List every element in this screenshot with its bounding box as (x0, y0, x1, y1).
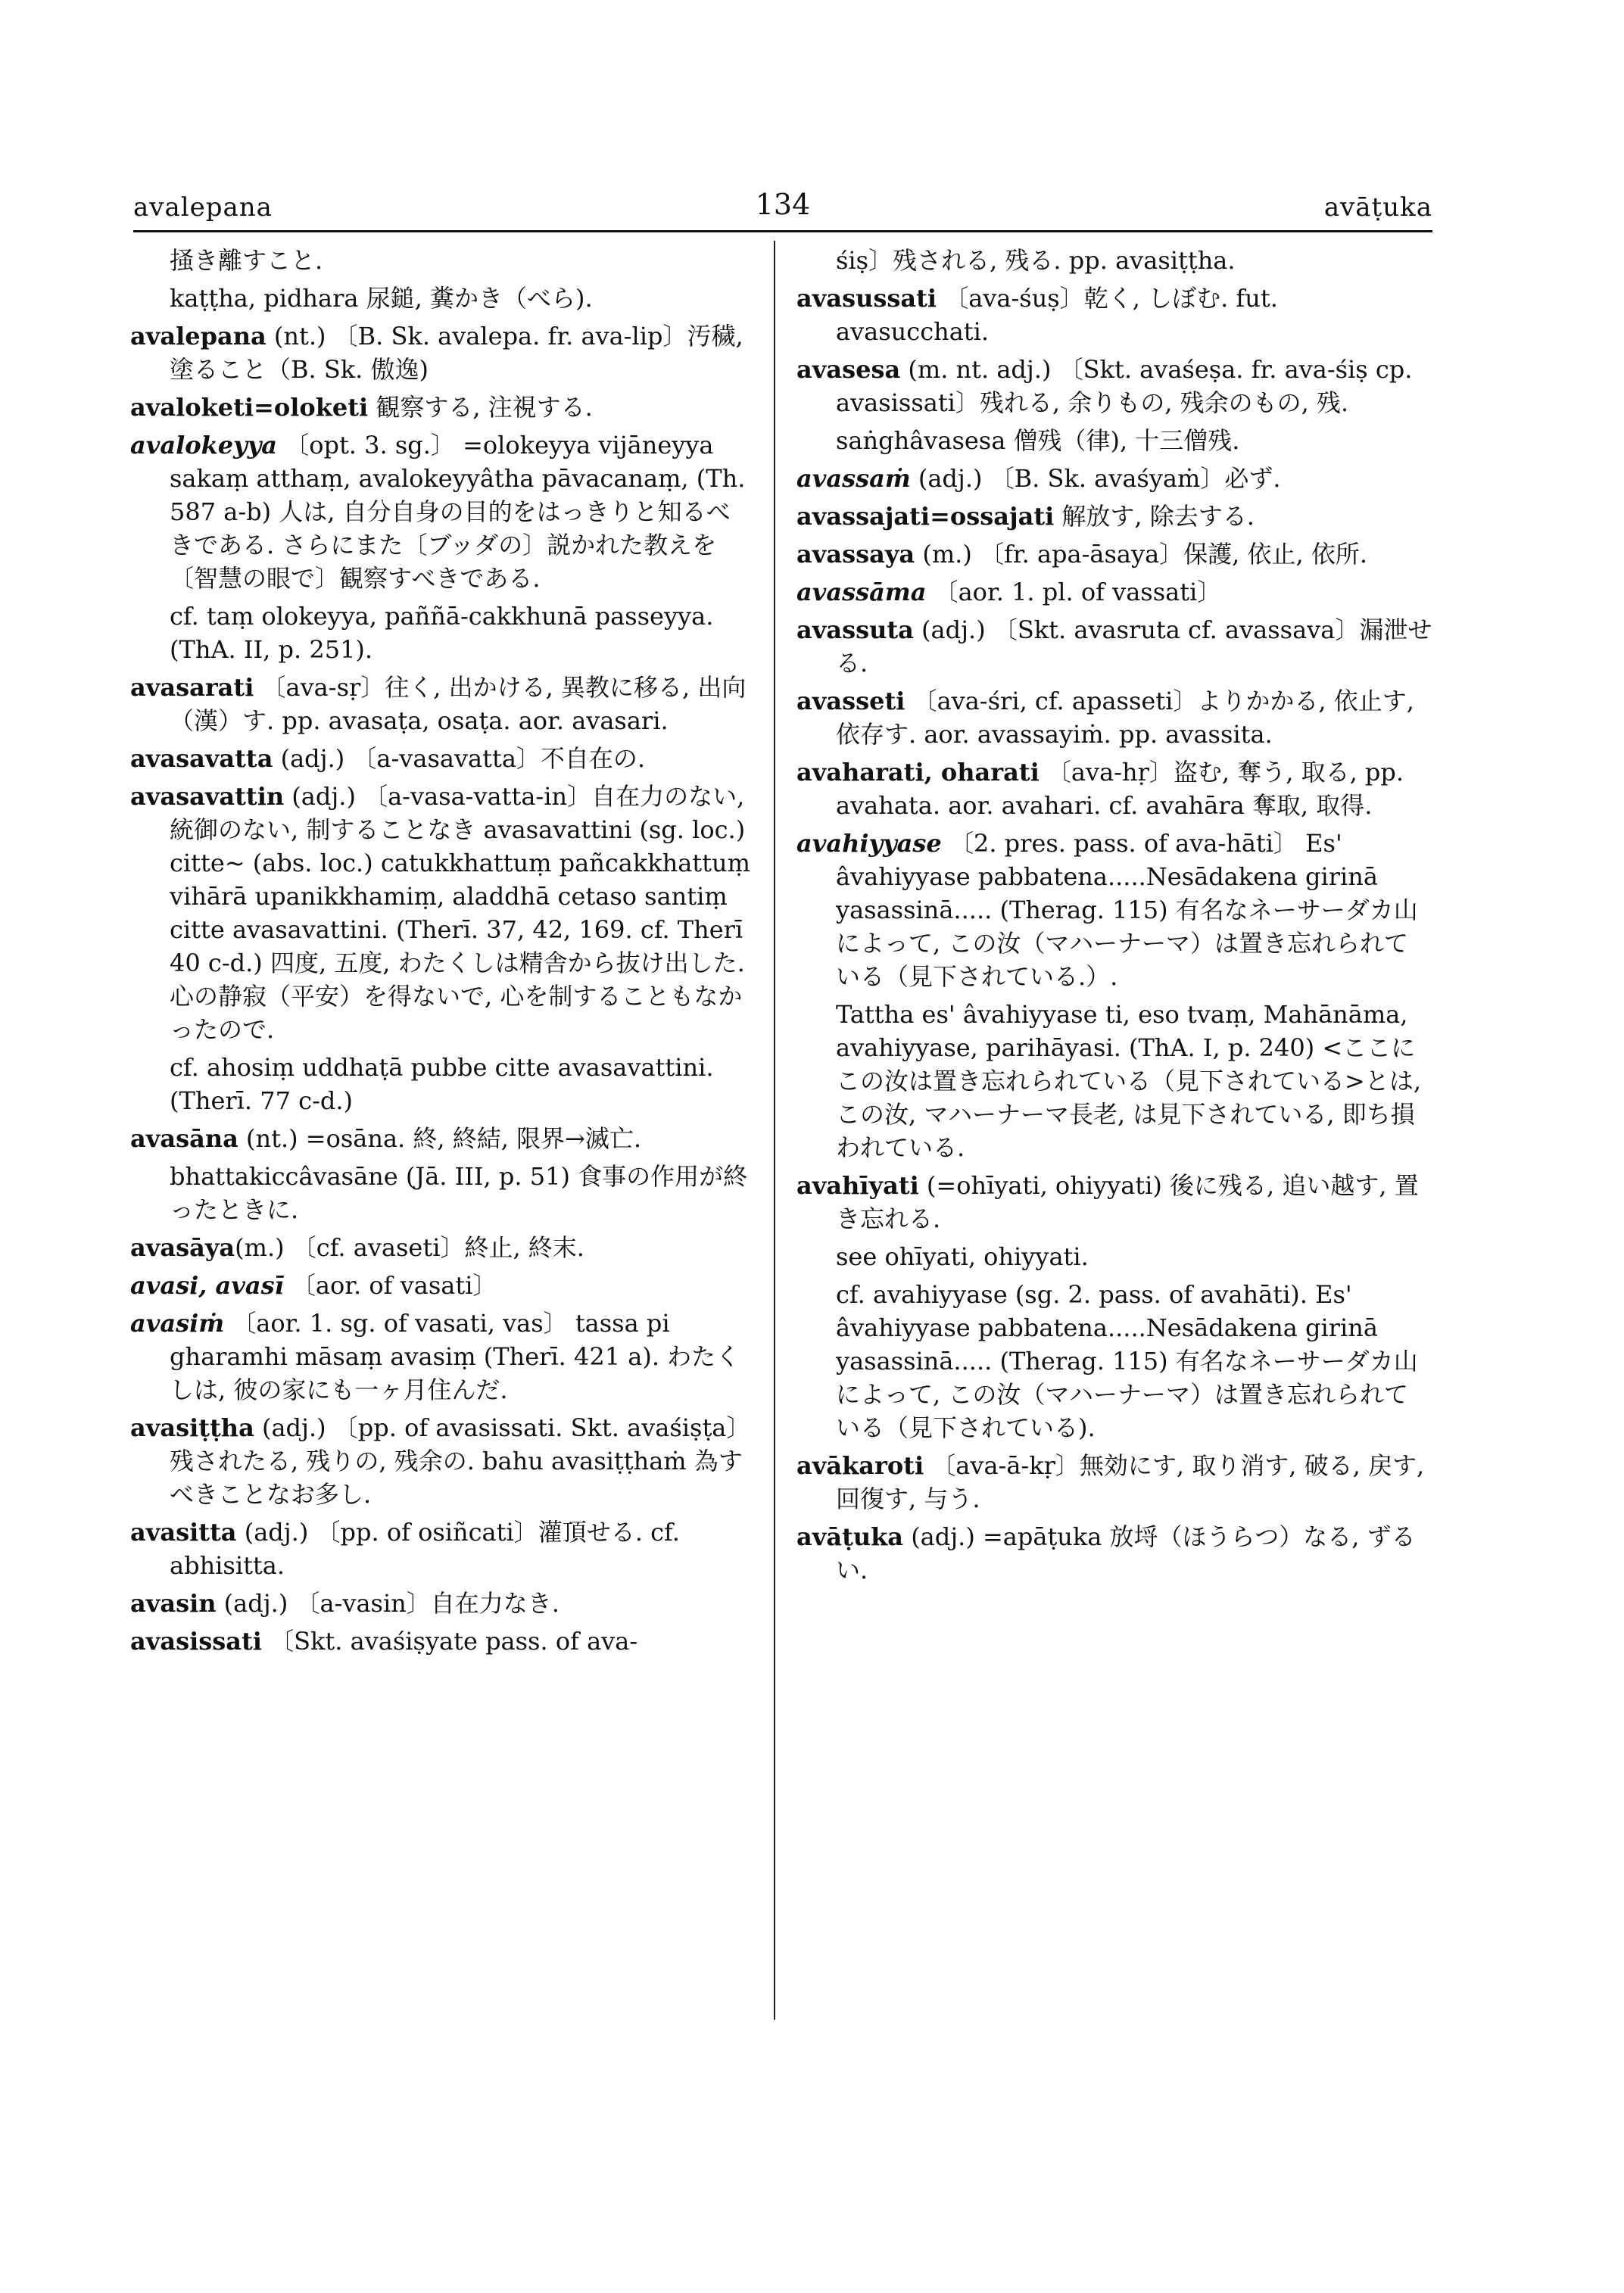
dictionary-entry (130, 1587, 753, 1620)
headword: avasin (130, 1589, 217, 1618)
headword: avassuta (796, 615, 914, 644)
headword: avassaya (796, 540, 915, 569)
entry-continuation (796, 998, 1432, 1164)
entry-text: (m. nt. adj.) 〔Skt. avaśeṣa. fr. ava-śiṣ cp. avasissati〕残れる, 余りもの, 残余のもの, 残. (836, 355, 1413, 417)
entry-continuation (130, 244, 753, 277)
entry-text: śiṣ〕残される, 残る. pp. avasiṭṭha. (836, 246, 1236, 275)
headword: avasiṁ (130, 1309, 225, 1338)
left-column (130, 244, 753, 1662)
headword: avasi, avasī (130, 1271, 284, 1300)
entry-text: cf. taṃ olokeyya, paññā-cakkhunā passeyya. (ThA. II, p. 251). (170, 602, 714, 664)
entry-text: 〔Skt. avaśiṣyate pass. of ava- (261, 1627, 638, 1656)
entry-text: cf. ahosiṃ uddhaṭā pubbe citte avasavattini. (Therī. 77 c-d.) (170, 1053, 714, 1115)
entry-text: 〔2. pres. pass. of ava-hāti〕 Es' âvahiyyase pabbatena.....Nesādakena girinā yasassinā..... (Therag. 115) 有名なネーサーダカ山によって, この汝（マハーナーマ）は置き忘れられている（見下されている.）. (836, 829, 1418, 991)
dictionary-entry (130, 1307, 753, 1407)
entry-continuation (130, 1051, 753, 1117)
dictionary-entry (796, 613, 1432, 680)
dictionary-entry (796, 684, 1432, 751)
entry-text: (adj.) 〔B. Sk. avaśyaṁ〕必ず. (910, 464, 1281, 493)
entry-text: (adj.) 〔a-vasin〕自在力なき. (216, 1589, 560, 1618)
dictionary-entry (130, 1411, 753, 1511)
dictionary-entry (130, 319, 753, 386)
dictionary-entry (130, 742, 753, 775)
dictionary-entry (796, 282, 1432, 348)
entry-text: 掻き離すこと. (170, 246, 323, 275)
headword: avasseti (796, 687, 906, 715)
dictionary-entry (796, 500, 1432, 533)
headword: avasarati (130, 673, 254, 702)
entry-text: (adj.) 〔Skt. avasruta cf. avassava〕漏泄せる. (836, 615, 1432, 678)
page-number: 134 (755, 188, 811, 221)
entry-text: kaṭṭha, pidhara 尿鎚, 糞かき（べら). (170, 284, 593, 313)
headword: avahīyati (796, 1171, 919, 1200)
headword: avākaroti (796, 1451, 924, 1480)
entry-text: 観察する, 注視する. (368, 393, 593, 422)
entry-text: 〔ava-sṛ〕往く, 出かける, 異教に移る, 出向（漢）す. pp. avasaṭa, osaṭa. aor. avasari. (170, 673, 747, 735)
headword: avāṭuka (796, 1522, 904, 1551)
entry-text: 〔ava-ā-kṛ〕無効にす, 取り消す, 破る, 戻す, 回復す, 与う. (836, 1451, 1425, 1513)
headword: avasissati (130, 1627, 262, 1656)
page-header (133, 188, 1432, 233)
dictionary-entry (796, 1169, 1432, 1235)
headword: avasesa (796, 355, 901, 384)
dictionary-entry (796, 575, 1432, 609)
headword: avasavattin (130, 782, 285, 811)
entry-text: (adj.) =apāṭuka 放埒（ほうらつ）なる, ずるい. (836, 1522, 1416, 1584)
entry-text: (nt.) =osāna. 終, 終結, 限界→滅亡. (238, 1124, 642, 1153)
dictionary-entry (796, 462, 1432, 495)
headword: avalokeyya (130, 431, 278, 460)
right-guide-word: avāṭuka (1323, 192, 1432, 223)
headword: avalepana (130, 322, 267, 350)
dictionary-entry (130, 428, 753, 595)
right-column (796, 244, 1432, 1591)
headword: avasāna (130, 1124, 238, 1153)
entry-text: 〔ava-śuṣ〕乾く, しぼむ. fut. avasucchati. (836, 284, 1278, 346)
entry-text: (nt.) 〔B. Sk. avalepa. fr. ava-lip〕汚穢, 塗ること（B. Sk. 傲逸) (170, 322, 743, 384)
entry-continuation (796, 1278, 1432, 1444)
dictionary-entry (796, 537, 1432, 571)
headword: avassajati=ossajati (796, 502, 1055, 531)
entry-text: (m.) 〔cf. avaseti〕終止, 終末. (235, 1233, 584, 1262)
headword: avaloketi=oloketi (130, 393, 369, 422)
dictionary-entry (130, 780, 753, 1046)
dictionary-entry (796, 1520, 1432, 1587)
entry-text: (adj.) 〔a-vasavatta〕不自在の. (273, 744, 646, 773)
headword: avasāya (130, 1233, 235, 1262)
dictionary-entry (130, 1122, 753, 1155)
headword: avaharati, oharati (796, 758, 1040, 787)
headword: avasussati (796, 284, 937, 313)
entry-text: saṅghâvasesa 僧残（律), 十三僧残. (836, 426, 1240, 455)
entry-text: (=ohīyati, ohiyyati) 後に残る, 追い越す, 置き忘れる. (836, 1171, 1419, 1233)
entry-text: (m.) 〔fr. apa-āsaya〕保護, 依止, 依所. (915, 540, 1368, 569)
entry-text: Tattha es' âvahiyyase ti, eso tvaṃ, Mahānāma, avahiyyase, parihāyasi. (ThA. I, p. 240) <ここにこの汝は置き忘れられている（見下されている>とは, この汝, マハーナーマ長老, は見下されている, 即ち損われている. (836, 1000, 1421, 1162)
headword: avassāma (796, 578, 927, 606)
headword: avasavatta (130, 744, 273, 773)
headword: avasiṭṭha (130, 1413, 254, 1442)
dictionary-entry (796, 756, 1432, 822)
column-divider (774, 241, 775, 2020)
dictionary-entry (130, 1269, 753, 1302)
headword: avassaṁ (796, 464, 911, 493)
dictionary-entry (130, 1516, 753, 1582)
dictionary-entry (130, 1231, 753, 1264)
dictionary-entry (796, 353, 1432, 419)
entry-continuation (796, 244, 1432, 277)
entry-text: (adj.) 〔pp. of osiñcati〕灌頂せる. cf. abhisitta. (170, 1518, 680, 1580)
entry-text: 解放す, 除去する. (1054, 502, 1255, 531)
entry-text: cf. avahiyyase (sg. 2. pass. of avahāti). Es' âvahiyyase pabbatena.....Nesādakena girinā yasassinā..... (Therag. 115) 有名なネーサーダカ山によって, この汝（マハーナーマ）は置き忘れられている（見下されている). (836, 1280, 1418, 1442)
entry-continuation (796, 424, 1432, 457)
header-rule (133, 230, 1432, 232)
headword: avasitta (130, 1518, 237, 1547)
headword: avahiyyase (796, 829, 942, 858)
entry-continuation (796, 1240, 1432, 1273)
entry-continuation (130, 1160, 753, 1226)
entry-text: 〔ava-hṛ〕盗む, 奪う, 取る, pp. avahata. aor. avahari. cf. avahāra 奪取, 取得. (836, 758, 1404, 820)
entry-continuation (130, 282, 753, 315)
dictionary-entry (796, 1449, 1432, 1516)
dictionary-entry (130, 671, 753, 737)
entry-text: 〔opt. 3. sg.〕 =olokeyya vijāneyya sakaṃ atthaṃ, avalokeyyâtha pāvacanaṃ, (Th. 587 a-b) 人は, 自分自身の目的をはっきりと知るべきである. さらにまた〔ブッダの〕説かれた教えを〔智慧の眼で〕観察すべきである. (170, 431, 746, 593)
entry-text: see ohīyati, ohiyyati. (836, 1242, 1089, 1271)
dictionary-entry (796, 827, 1432, 993)
entry-continuation (130, 600, 753, 666)
entry-text: bhattakiccâvasāne (Jā. III, p. 51) 食事の作用が終ったときに. (170, 1162, 748, 1224)
entry-text: 〔aor. 1. pl. of vassati〕 (926, 578, 1222, 606)
left-guide-word: avalepana (133, 192, 273, 223)
dictionary-entry (130, 1625, 753, 1658)
entry-text: 〔aor. of vasati〕 (283, 1271, 497, 1300)
entry-text: (adj.) 〔pp. of avasissati. Skt. avaśiṣṭa〕残されたる, 残りの, 残余の. bahu avasiṭṭhaṁ 為すべきことなお多し. (170, 1413, 751, 1509)
entry-text: 〔ava-śri, cf. apasseti〕よりかかる, 依止す, 依存す. aor. avassayiṁ. pp. avassita. (836, 687, 1414, 749)
dictionary-entry (130, 391, 753, 424)
entry-text: (adj.) 〔a-vasa-vatta-in〕自在力のない, 統御のない, 制することなき avasavattini (sg. loc.) citte~ (abs. loc.) catukkhattuṃ pañcakkhattuṃ vihārā upanikkhamiṃ, aladdhā cetaso santiṃ citte avasavattini. (Therī. 37, 42, 169. cf. Therī 40 c-d.) 四度, 五度, わたくしは精舎から抜け出した. 心の静寂（平安）を得ないで, 心を制することもなかったので. (170, 782, 750, 1044)
entry-text: 〔aor. 1. sg. of vasati, vas〕 tassa pi gharamhi māsaṃ avasiṃ (Therī. 421 a). わたくしは, 彼の家にも一ヶ月住んだ. (170, 1309, 740, 1404)
